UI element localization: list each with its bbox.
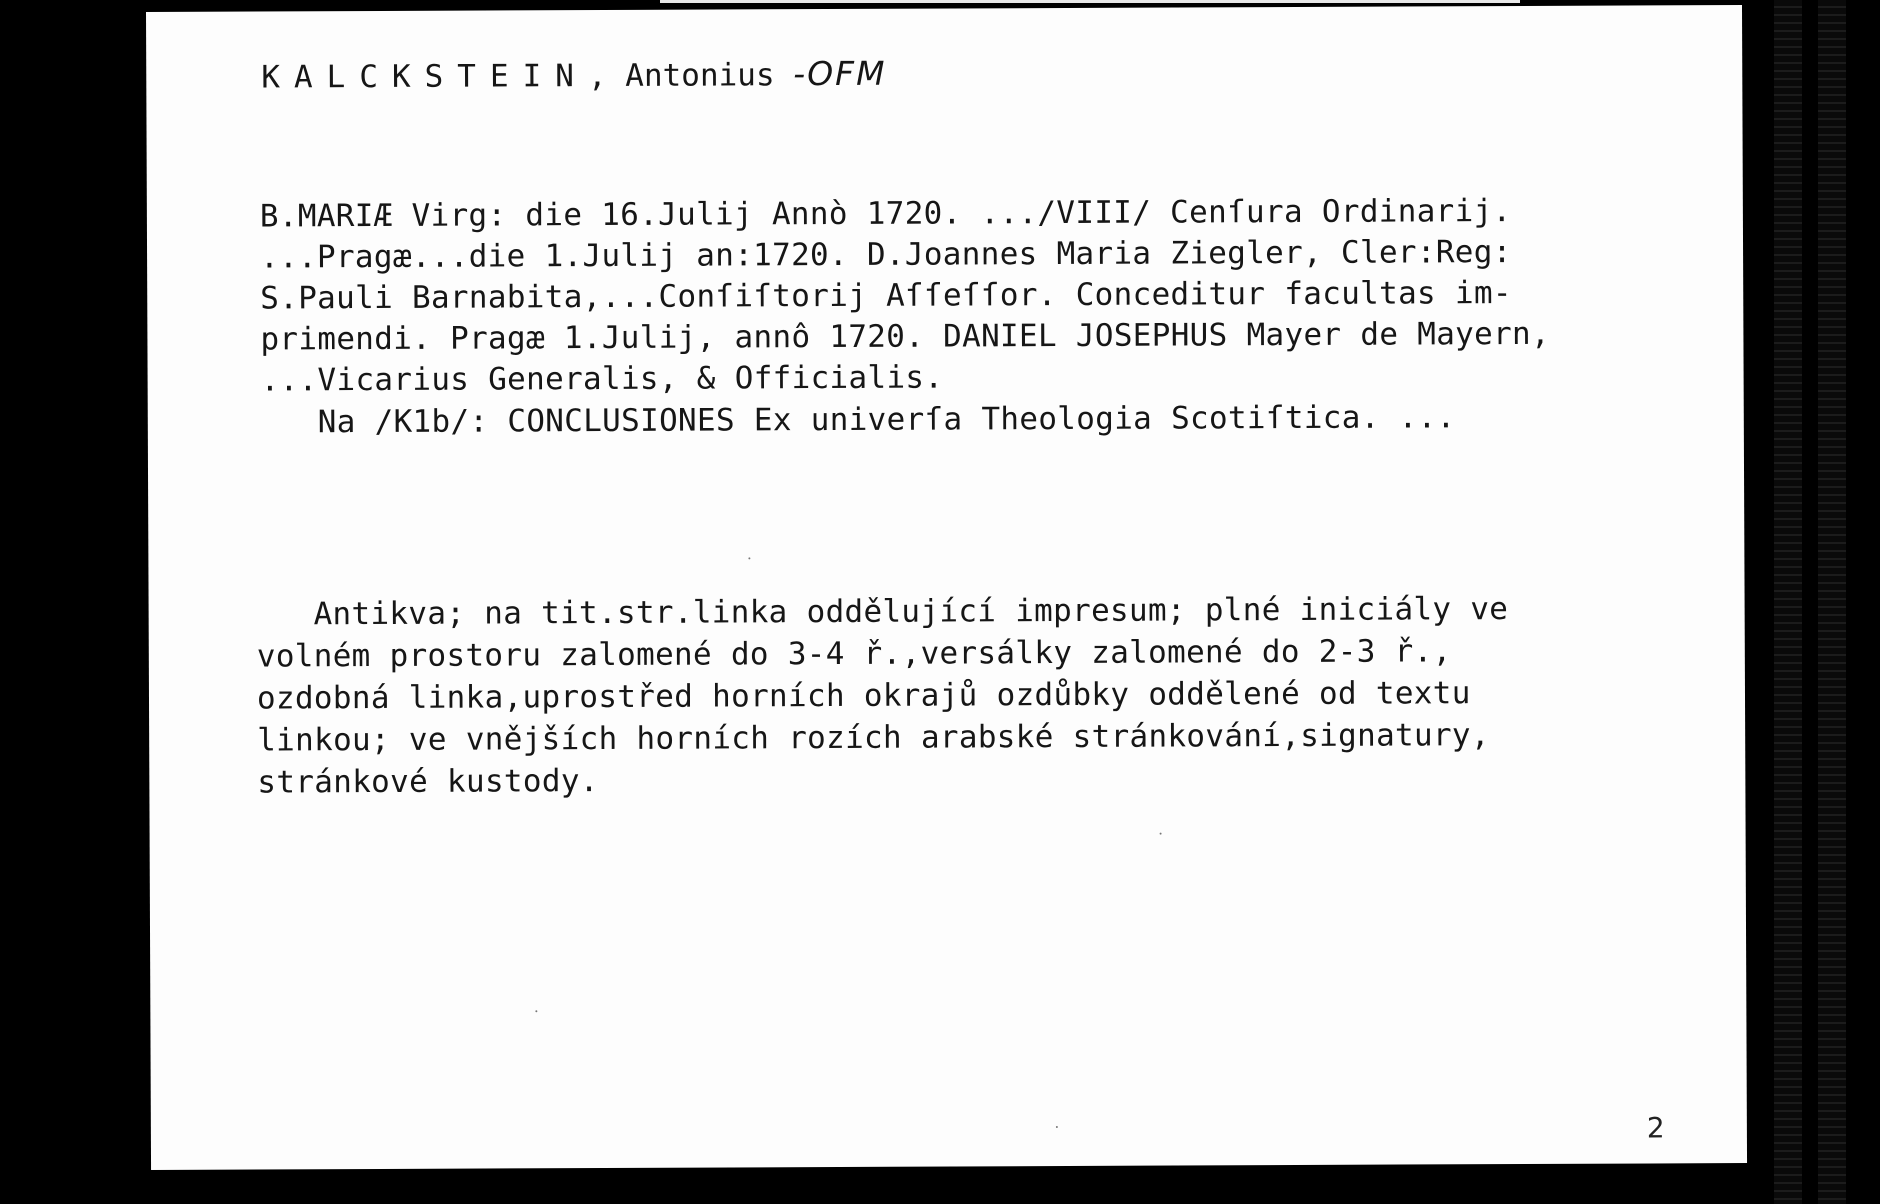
paper-speck [748,557,750,559]
scan-edge-strip [1774,0,1802,1204]
handwritten-order-annotation: -OFM [793,53,887,94]
paper-speck [1160,833,1162,835]
description-line: primendi. Pragæ 1.Julij, annô 1720. DANIEL JOSEPHUS Mayer de Mayern, [260,315,1551,358]
note-line: Antikva; na tit.str.linka oddělující impresum; plné iniciály ve [256,591,1509,633]
note-line: volném prostoru zalomené do 3-4 ř.,versálky zalomené do 2-3 ř., [256,633,1452,675]
note-line: stránkové kustody. [257,763,599,801]
description-line: Na /K1b/: CONCLUSIONES Ex univerſa Theologia Scotiſtica. ... [260,399,1456,441]
description-line: S.Pauli Barnabita,...Conſiſtorij Aſſeſſor. Conceditur facultas im- [260,275,1512,317]
author-surname: KALCKSTEIN [261,58,589,96]
note-line: linkou; ve vnějších horních rozích arabské stránkování,signatury, [257,717,1490,759]
heading-separator: , [587,57,607,95]
scan-border-line [660,0,1520,3]
paper-speck [1056,1126,1058,1128]
card-heading [261,54,886,96]
author-given-name: Antonius [625,57,775,94]
description-line: B.MARIÆ Virg: die 16.Julij Annò 1720. .../VIII/ Cenſura Ordinarij. [259,193,1512,235]
paper-speck [535,1010,537,1012]
description-line: ...Pragæ...die 1.Julij an:1720. D.Joannes Maria Ziegler, Cler:Reg: [259,234,1512,276]
note-line: ozdobná linka,uprostřed horních okrajů ozdůbky oddělené od textu [256,675,1471,717]
scan-edge-strip [1818,0,1846,1204]
page-number: 2 [1646,1111,1665,1145]
description-line: ...Vicarius Generalis, & Officialis. [260,359,944,399]
catalog-card [146,5,1747,1170]
